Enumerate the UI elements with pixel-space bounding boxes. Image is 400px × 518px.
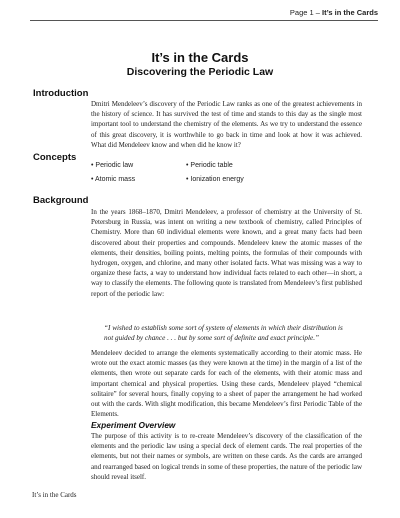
page-footer: It’s in the Cards: [32, 491, 77, 499]
experiment-overview-text: [91, 431, 362, 482]
page-number-label: Page 1 –: [289, 8, 323, 17]
background-paragraph-2: [91, 348, 362, 419]
concept-item: • Periodic table: [186, 162, 336, 169]
background-heading: Background: [33, 195, 89, 206]
experiment-overview-heading: Experiment Overview: [91, 420, 176, 430]
introduction-heading: Introduction: [33, 88, 89, 99]
concept-item: • Ionization energy: [186, 176, 336, 183]
running-header-title: It’s in the Cards: [322, 8, 378, 17]
concepts-list: [91, 162, 341, 183]
background-text-1: In the years 1868–1870, Dmitri Mendeleev, a professor of chemistry at the University of St. Petersburg in Russia, was intent on writing a new textbook of chemistry, called Principles of Chemistry. More than 60 individual elements were known, and a great many facts had been discovered about their properties and compounds. Mendeleev knew the atomic masses of the elements, their densities, boiling points, melting points, the formulas of their compounds with hydrogen, oxygen, and chlorine, and many other isolated facts. What was missing was a way to organize these facts, a way to understand how individual facts related to each other—in short, a way to classify the elements. The following quote is translated from Mendeleev’s first published report of the periodic law:: [91, 208, 362, 298]
running-header: [290, 8, 378, 17]
document-title: It’s in the Cards: [151, 50, 249, 65]
background-paragraph-1: [91, 207, 362, 299]
concept-item: • Periodic law: [91, 162, 186, 169]
header-rule: [30, 20, 378, 21]
concept-item: • Atomic mass: [91, 176, 186, 183]
document-subtitle: Discovering the Periodic Law: [126, 66, 274, 78]
concepts-heading: Concepts: [33, 152, 77, 163]
mendeleev-quote: “I wished to establish some sort of system of elements in which their distribution is not guided by chance . . . but by some sort of definite and exact principle.”: [104, 324, 343, 342]
background-text-2: Mendeleev decided to arrange the elements systematically according to their atomic mass. He wrote out the exact atomic masses (as they were known at the time) in the margin of a list of the elements, then wrote out separate cards for each of the elements, with their atomic mass and important chemical and physical properties. Using these cards, Mendeleev played “chemical solitaire” for several hours, finally copying to a sheet of paper the arrangement he had worked out with the cards. With slight modification, this became Mendeleev’s first Periodic Table of the Elements.: [91, 349, 362, 419]
introduction-paragraph: Dmitri Mendeleev’s discovery of the Periodic Law ranks as one of the greatest achievements in the history of science. It has survived the test of time and stands to this day as the single most important tool to understand the chemistry of the elements. As we try to understand the essence of this great discovery, it is worthwhile to go back in time and look at how it was achieved. What did Mendeleev know and when did he know it?: [91, 100, 362, 149]
experiment-overview-paragraph: The purpose of this activity is to re-create Mendeleev’s discovery of the classification of the elements and the periodic law using a special deck of element cards. The real properties of the elements, but not their names or symbols, are written on these cards. As the cards are arranged and rearranged based on logical trends in some of these properties, the nature of the periodic law should reveal itself.: [91, 432, 362, 481]
introduction-text: [91, 99, 362, 150]
